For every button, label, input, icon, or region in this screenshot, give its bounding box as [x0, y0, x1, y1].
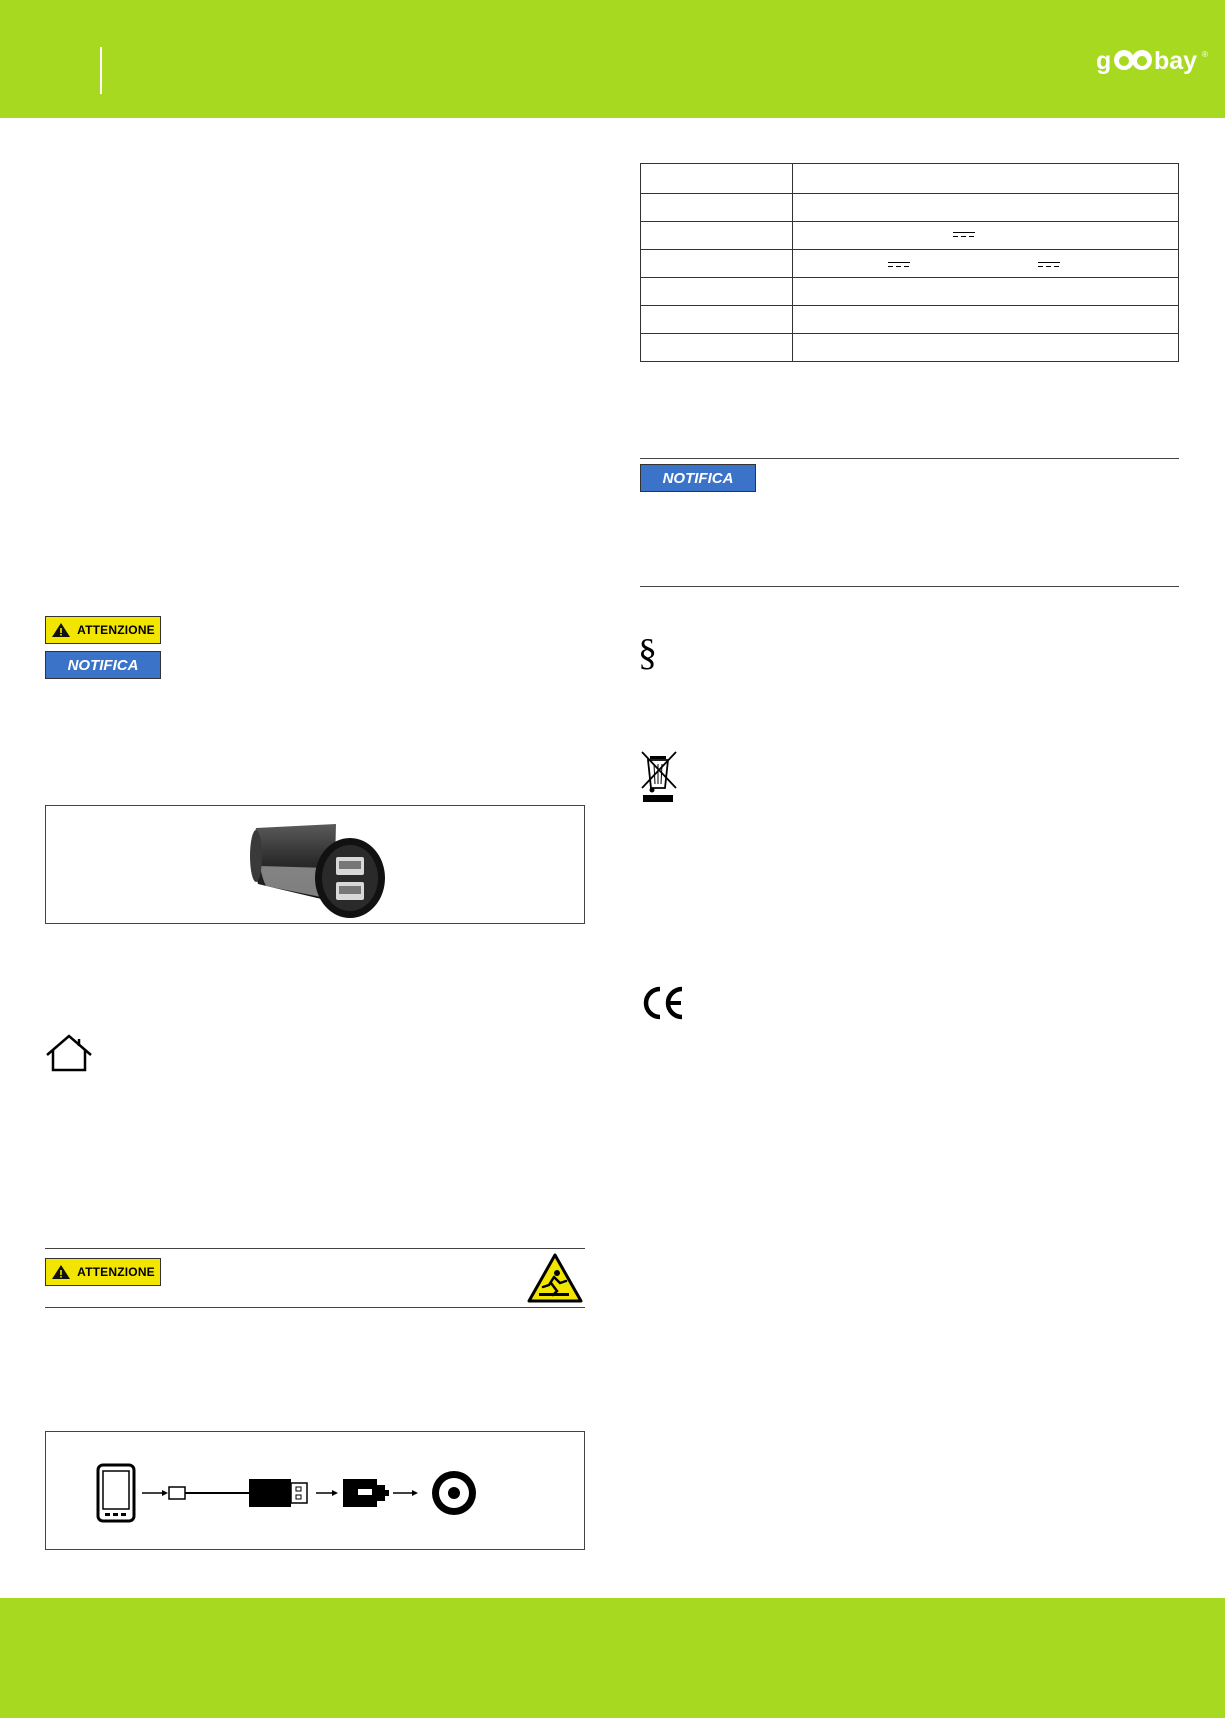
svg-text:®: ®	[1202, 50, 1208, 59]
goobay-logo	[1094, 42, 1214, 78]
spec-value-cell	[793, 222, 1179, 250]
table-row	[641, 278, 1179, 306]
car-charger-image	[46, 806, 586, 925]
warning-label-text: ATTENZIONE	[77, 1265, 155, 1279]
warning-section-top-rule	[45, 1248, 585, 1249]
spec-key-cell	[641, 222, 793, 250]
svg-text:g: g	[1096, 47, 1112, 75]
notice-label-text: NOTIFICA	[67, 656, 139, 674]
header-divider	[100, 47, 102, 94]
spec-value-cell	[793, 306, 1179, 334]
specifications-table	[640, 163, 1179, 362]
notice-section-bottom-rule	[640, 586, 1179, 587]
connection-diagram-drawing	[46, 1432, 586, 1551]
paragraph-icon: §	[638, 632, 657, 674]
trip-hazard-icon	[527, 1253, 583, 1303]
spec-value-cell	[793, 194, 1179, 222]
warning-triangle-icon	[51, 622, 71, 638]
spec-key-cell	[641, 194, 793, 222]
spec-key-cell	[641, 306, 793, 334]
table-row	[641, 164, 1179, 194]
crossed-bin-icon	[640, 750, 678, 804]
spec-key-cell	[641, 164, 793, 194]
table-row	[641, 334, 1179, 362]
house-icon	[45, 1034, 95, 1072]
warning-label-2	[45, 1258, 161, 1286]
warning-label	[45, 616, 161, 644]
warning-section-bottom-rule	[45, 1307, 585, 1308]
table-row	[641, 194, 1179, 222]
warning-triangle-icon	[51, 1264, 71, 1280]
spec-value-cell	[793, 164, 1179, 194]
ce-mark-icon	[639, 985, 687, 1021]
table-row	[641, 222, 1179, 250]
notice-label-text: NOTIFICA	[662, 469, 734, 487]
dc-current-icon	[953, 232, 975, 238]
connection-diagram	[45, 1431, 585, 1550]
spec-value-cell	[793, 334, 1179, 362]
spec-key-cell	[641, 334, 793, 362]
spec-key-cell	[641, 250, 793, 278]
footer-band	[0, 1598, 1225, 1718]
notice-label	[45, 651, 161, 679]
warning-label-text: ATTENZIONE	[77, 623, 155, 637]
notice-label-2	[640, 464, 756, 492]
header-band	[0, 0, 1225, 118]
spec-key-cell	[641, 278, 793, 306]
dc-current-icon	[1038, 262, 1060, 268]
product-figure	[45, 805, 585, 924]
svg-text:bay: bay	[1154, 47, 1198, 75]
table-row	[641, 306, 1179, 334]
spec-value-cell	[793, 278, 1179, 306]
notice-section-top-rule	[640, 458, 1179, 459]
table-row	[641, 250, 1179, 278]
spec-value-cell	[793, 250, 1179, 278]
dc-current-icon	[888, 262, 910, 268]
